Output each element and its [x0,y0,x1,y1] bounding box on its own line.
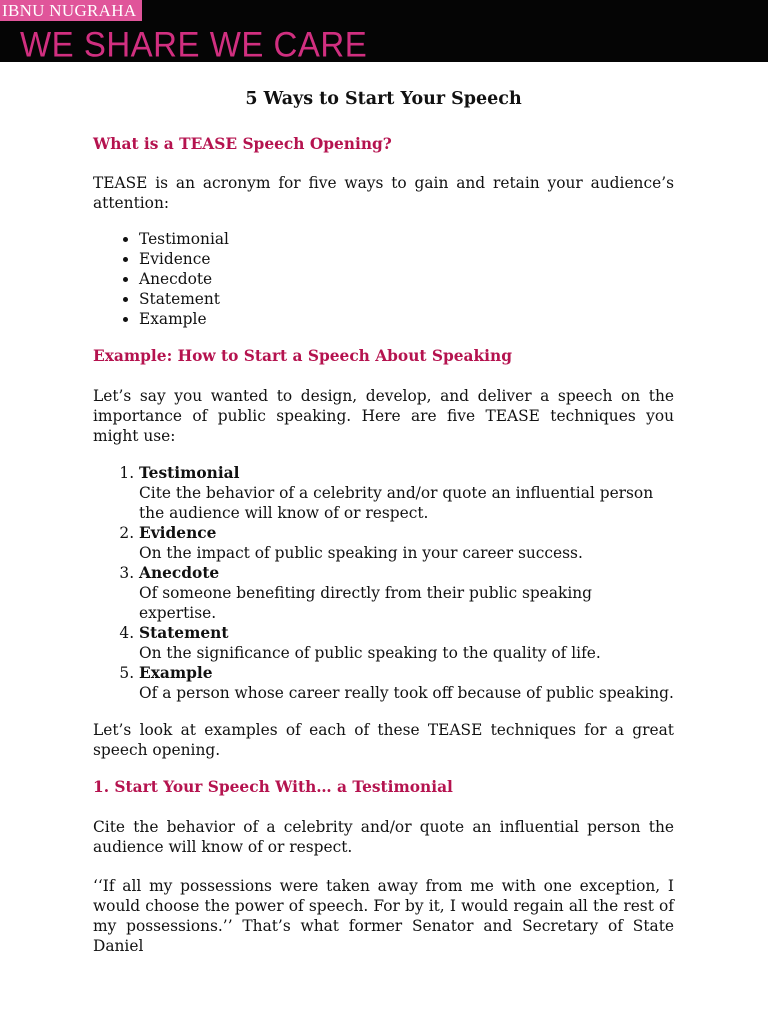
paragraph-testimonial-intro: Cite the behavior of a celebrity and/or quote an influential person the audience will know of or respect. [93,818,674,856]
technique-name: 4. Statement [139,624,229,642]
paragraph-testimonial-quote: ‘‘If all my possessions were taken away from me with one exception, I would choose the power of speech. For by it, I would regain all the rest of my possessions.’’ That’s what former Senator and Secretary of State Daniel [93,877,674,955]
list-item: • Testimonial [139,229,674,249]
section-heading-testimonial: 1. Start Your Speech With… a Testimonial [93,778,453,796]
document-body [0,88,768,956]
technique-name: 1. Testimonial [139,464,240,482]
list-item: • Statement [139,289,674,309]
technique-description: Cite the behavior of a celebrity and/or quote an influential person the audience will know of or respect. [139,484,654,522]
section-heading-tease: What is a TEASE Speech Opening? [93,135,392,153]
technique-description: Of someone benefiting directly from their public speaking expertise. [139,584,593,622]
tease-list [93,229,674,329]
list-item [139,623,674,663]
technique-list [93,463,674,703]
list-item [139,463,674,523]
technique-description: Of a person whose career really took off because of public speaking. [139,684,674,702]
technique-name: 3. Anecdote [139,564,220,582]
list-item [139,523,674,563]
slogan-banner: WE SHARE WE CARE [20,24,368,64]
technique-name: 2. Evidence [139,524,217,542]
technique-description: On the impact of public speaking in your career success. [139,544,583,562]
list-item: • Evidence [139,249,674,269]
list-item [139,563,674,623]
author-name-tag: IBNU NUGRAHA [0,0,142,21]
list-item: • Example [139,309,674,329]
paragraph-tease-intro: TEASE is an acronym for five ways to gain and retain your audience’s attention: [93,174,674,212]
list-item [139,663,674,703]
technique-description: On the significance of public speaking to the quality of life. [139,644,601,662]
document-title: 5 Ways to Start Your Speech [245,89,522,109]
page-header [0,0,768,62]
paragraph-example-intro: Let’s say you wanted to design, develop, and deliver a speech on the importance of public speaking. Here are five TEASE techniques you might use: [93,387,674,445]
technique-name: 5. Example [139,664,213,682]
paragraph-techniques-outro: Let’s look at examples of each of these TEASE techniques for a great speech opening. [93,721,674,759]
list-item: • Anecdote [139,269,674,289]
section-heading-example: Example: How to Start a Speech About Speaking [93,347,512,365]
